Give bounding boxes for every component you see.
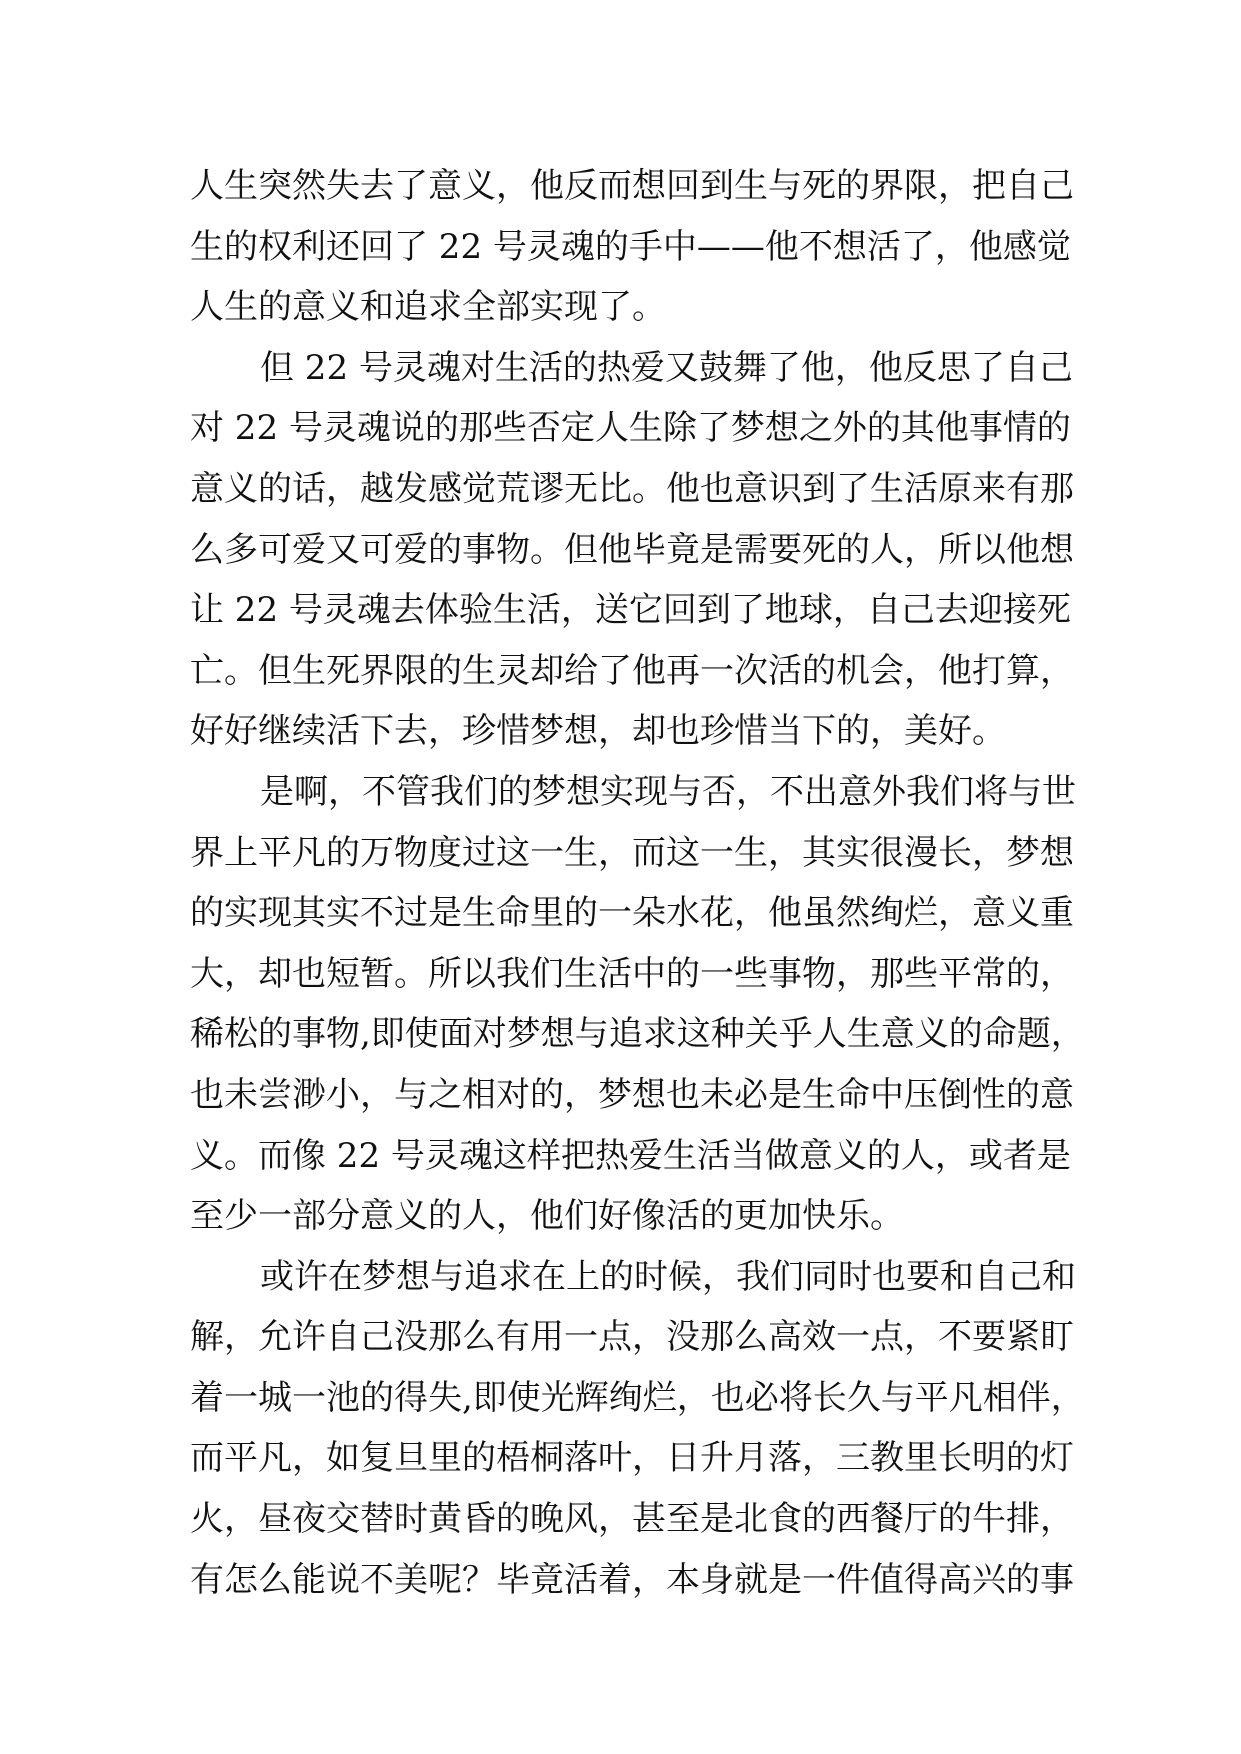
- paragraph: [190, 762, 1085, 1247]
- paragraph: [190, 338, 1074, 762]
- text-line: 稀松的事物,即使面对梦想与追求这种关乎人生意义的命题，: [190, 1014, 1085, 1055]
- text-line: 有怎么能说不美呢？毕竟活着，本身就是一件值得高兴的事: [190, 1559, 1074, 1600]
- text-line: 大，却也短暂。所以我们生活中的一些事物，那些平常的，: [190, 953, 1074, 994]
- text-line: 而平凡，如复旦里的梧桐落叶，日升月落，三教里长明的灯: [190, 1438, 1074, 1479]
- text-line: 界上平凡的万物度过这一生，而这一生，其实很漫长，梦想: [190, 832, 1074, 873]
- text-line: 至少一部分意义的人，他们好像活的更加快乐。: [190, 1196, 904, 1237]
- text-line: 好好继续活下去，珍惜梦想，却也珍惜当下的，美好。: [190, 711, 1006, 752]
- text-line: 生的权利还回了 22 号灵魂的手中——他不想活了，他感觉: [190, 226, 1071, 267]
- text-line: 让 22 号灵魂去体验生活，送它回到了地球，自己去迎接死: [190, 590, 1071, 631]
- paragraph: [190, 1247, 1085, 1611]
- text-line: 火，昼夜交替时黄昏的晚风，甚至是北食的西餐厅的牛排，: [190, 1499, 1074, 1540]
- text-line: 的实现其实不过是生命里的一朵水花，他虽然绚烂，意义重: [190, 893, 1074, 934]
- text-line: 着一城一池的得失,即使光辉绚烂，也必将长久与平凡相伴，: [190, 1377, 1085, 1418]
- paragraph: [190, 156, 1074, 338]
- text-line: 解，允许自己没那么有用一点，没那么高效一点，不要紧盯: [190, 1317, 1074, 1358]
- text-line: 但 22 号灵魂对生活的热爱又鼓舞了他，他反思了自己: [260, 347, 1073, 388]
- text-line: 人生的意义和追求全部实现了。: [190, 287, 666, 328]
- text-line: 意义的话，越发感觉荒谬无比。他也意识到了生活原来有那: [190, 468, 1074, 509]
- text-line: 人生突然失去了意义，他反而想回到生与死的界限，把自己: [190, 166, 1074, 206]
- text-line: 亡。但生死界限的生灵却给了他再一次活的机会，他打算，: [190, 650, 1074, 691]
- text-line: 也未尝渺小，与之相对的，梦想也未必是生命中压倒性的意: [190, 1074, 1074, 1115]
- text-line: 对 22 号灵魂说的那些否定人生除了梦想之外的其他事情的: [190, 408, 1071, 449]
- text-line: 义。而像 22 号灵魂这样把热爱生活当做意义的人，或者是: [190, 1135, 1071, 1176]
- text-line: 是啊，不管我们的梦想实现与否，不出意外我们将与世: [260, 771, 1076, 812]
- body-text: [190, 156, 1085, 1610]
- text-line: 么多可爱又可爱的事物。但他毕竟是需要死的人，所以他想: [190, 529, 1074, 570]
- text-line: 或许在梦想与追求在上的时候，我们同时也要和自己和: [260, 1256, 1076, 1297]
